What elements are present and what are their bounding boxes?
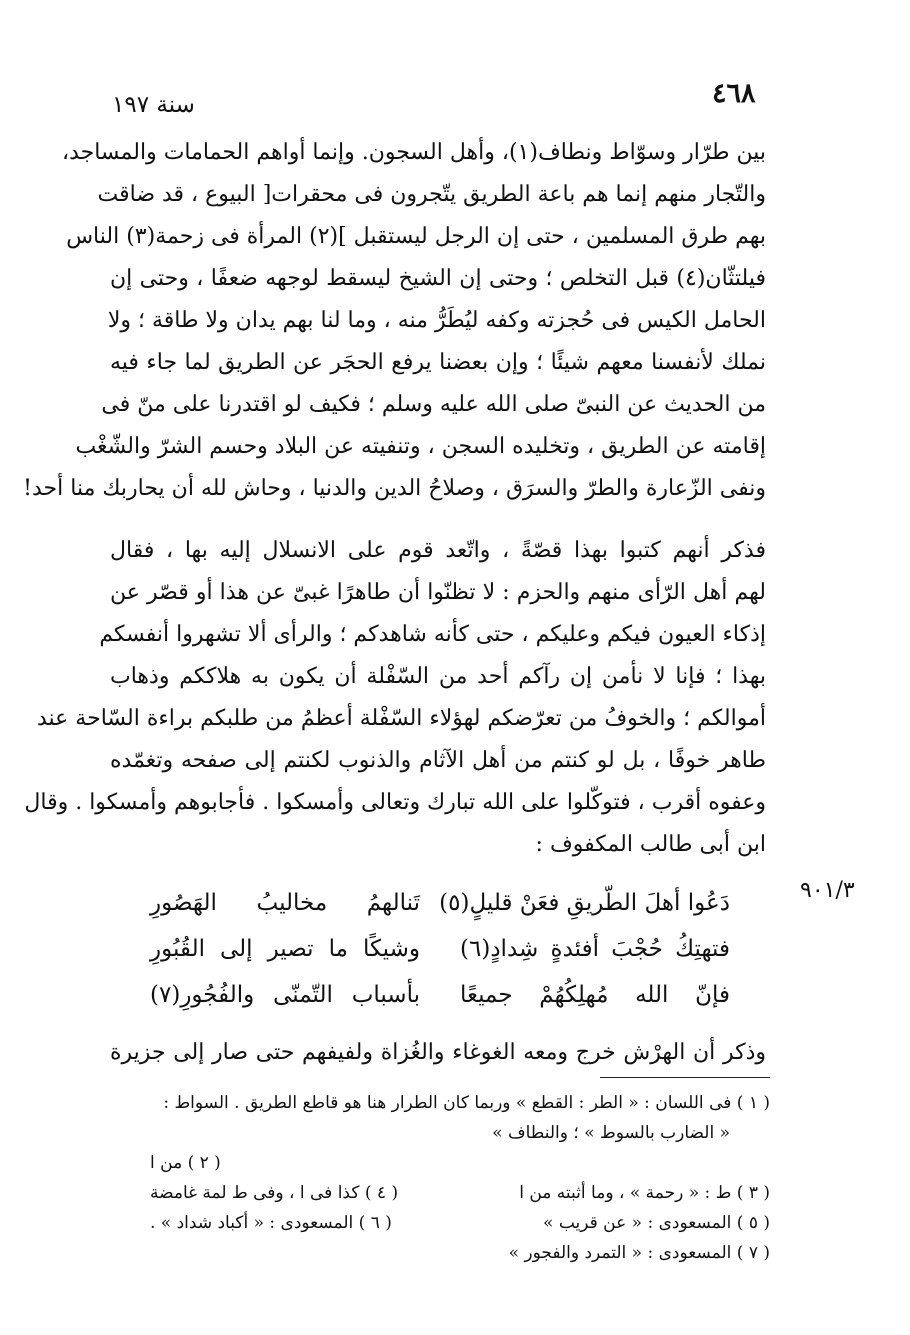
text-line: بهم طرق المسلمين ، حتى إن الرجل ليستقبل ](٢) المرأة فى زحمة(٣) الناس xyxy=(66,224,766,249)
text-line: إذكاء العيون فيكم وعليكم ، حتى كأنه شاهدكم ؛ والرأى ألا تشهروا أنفسكم xyxy=(99,622,766,647)
footnote-row xyxy=(110,1208,770,1238)
text-line: أموالكم ؛ والخوفُ من تعرّضكم لهؤلاء السّفْلة أعظمُ من طلبكم براءة السّاحة عند xyxy=(37,706,766,731)
verse-second-hemistich: تَنالهمُ مخاليبُ الهَصُورِ xyxy=(150,890,420,916)
text-line: طاهر خوفًا ، بل لو كنتم من أهل الآثام والذنوب لكنتم إلى صفحه وتغمّده xyxy=(110,748,766,773)
verse-first-hemistich: فإنّ الله مُهلِكُهُمْ جميعًا xyxy=(460,982,730,1008)
text-line: بين طرّار وسوّاط ونطاف(١)، وأهل السجون. وإنما أواهم الحمامات والمساجد، xyxy=(61,140,766,165)
paragraph-1 xyxy=(23,132,766,510)
text-line: والتّجار منهم إنما هم باعة الطريق يتّجرون فى محقرات[ البيوع ، قد ضاقت xyxy=(97,182,766,207)
text-line: وذكر أن الهرْش خرج ومعه الغوغاء والغُزاة ولفيفهم حتى صار إلى جزيرة xyxy=(110,1040,766,1065)
footnote-row xyxy=(110,1148,770,1178)
year-label: سنة ١٩٧ xyxy=(112,92,195,118)
verse-second-hemistich: وشيكًا ما تصير إلى القُبُورِ xyxy=(150,936,420,962)
text-line: فيلتثّان(٤) قبل التخلص ؛ وحتى إن الشيخ ليسقط لوجهه ضعفًا ، وحتى إن xyxy=(110,266,766,291)
verse xyxy=(150,926,730,972)
footnote-5: ( ٥ ) المسعودى : « عن قريب » xyxy=(543,1213,770,1233)
text-line: إقامته عن الطريق ، وتخليده السجن ، وتنفيته عن البلاد وحسم الشرّ والشّغْب xyxy=(75,434,766,459)
footnote-2: ( ٢ ) من ا xyxy=(150,1153,221,1173)
verse-first-hemistich: دَعُوا أهلَ الطّريقِ فعَنْ قليلٍ(٥) xyxy=(439,890,730,916)
text-line: وعفوه أقرب ، فتوكّلوا على الله تبارك وتعالى وأمسكوا . فأجابوهم وأمسكوا . وقال xyxy=(24,790,766,815)
text-line: الحامل الكيس فى حُجزته وكفه ليُطَرُّ منه ، وما لنا بهم يدان ولا طاقة ؛ ولا xyxy=(107,308,766,333)
footnote-1-continued: « الضارب بالسوط » ؛ والنطاف » xyxy=(492,1123,730,1143)
footnote-6: ( ٦ ) المسعودى : « أكباد شداد » . xyxy=(150,1213,392,1233)
paragraph-2 xyxy=(24,530,766,866)
text-line: فذكر أنهم كتبوا بهذا قصّةً ، واتّعد قوم على الانسلال إليه بها ، فقال xyxy=(110,538,766,563)
footnote-3: ( ٣ ) ط : « رحمة » ، وما أثبته من ا xyxy=(519,1183,770,1203)
text-line: من الحديث عن النبىّ صلى الله عليه وسلم ؛ فكيف لو اقتدرنا على منّ فى xyxy=(101,392,766,417)
verse-first-hemistich: فتهتِكُ حُجْبَ أفئدةٍ شِدادٍ(٦) xyxy=(460,936,730,962)
footnote-separator xyxy=(600,1077,770,1078)
text-line: ابن أبى طالب المكفوف : xyxy=(535,832,766,857)
margin-reference: ٩٠١/٣ xyxy=(800,878,855,903)
text-line: نملك لأنفسنا معهم شيئًا ؛ وإن بعضنا يرفع الحجَر عن الطريق لما جاء فيه xyxy=(110,350,766,375)
text-line: بهذا ؛ فإنا لا نأمن إن رآكم أحد من السّفْلة أن يكون به هلاككم وذهاب xyxy=(110,664,766,689)
verse xyxy=(150,972,730,1018)
paragraph-3 xyxy=(110,1032,766,1074)
verse xyxy=(150,880,730,926)
text-line: لهم أهل الرّأى منهم والحزم : لا تظنّوا أن طاهرًا غبىّ عن هذا أو قصّر عن xyxy=(110,580,766,605)
verse-second-hemistich: بأسباب التّمنّى والفُجُورِ(٧) xyxy=(150,982,420,1008)
poem xyxy=(150,880,730,1018)
footnote-row xyxy=(110,1238,770,1268)
footnotes xyxy=(110,1088,770,1268)
footnote-4: ( ٤ ) كذا فى ا ، وفى ط لمة غامضة xyxy=(150,1183,399,1203)
page-number: ٤٦٨ xyxy=(712,78,756,109)
footnote-row xyxy=(110,1178,770,1208)
footnote-1: ( ١ ) فى اللسان : « الطر : القطع » وربما كان الطرار هنا هو قاطع الطريق . السواط : xyxy=(163,1093,770,1113)
text-line: ونفى الزّعارة والطرّ والسرَق ، وصلاحُ الدين والدنيا ، وحاش لله أن يحاربك منا أحد! xyxy=(23,476,766,501)
footnote-7: ( ٧ ) المسعودى : « التمرد والفجور » xyxy=(508,1243,770,1263)
